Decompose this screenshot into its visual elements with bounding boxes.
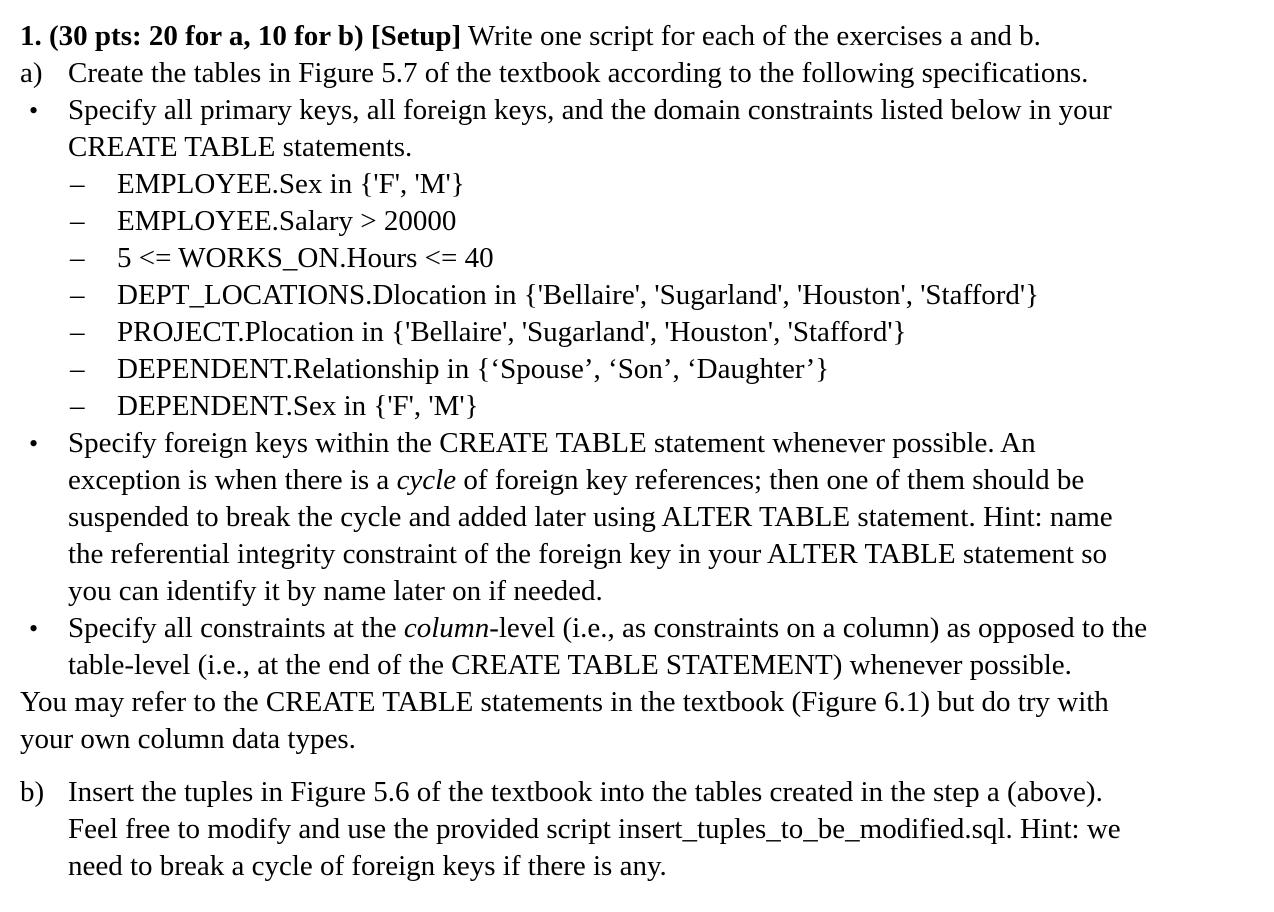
dash-icon: – bbox=[70, 353, 85, 385]
constraint-item bbox=[20, 166, 1274, 203]
constraint-text: DEPT_LOCATIONS.Dlocation in {'Bellaire', 'Sugarland', 'Houston', 'Stafford'} bbox=[117, 279, 1040, 311]
part-a-text: Create the tables in Figure 5.7 of the textbook according to the following specifications. bbox=[68, 57, 1089, 89]
part-b-intro bbox=[20, 774, 1274, 811]
question-number-points: 1. (30 pts: 20 for a, 10 for b) [Setup] bbox=[20, 20, 462, 52]
bullet-icon: • bbox=[29, 96, 39, 125]
part-a-marker: a) bbox=[20, 57, 43, 89]
constraint-item bbox=[20, 351, 1274, 388]
question-heading bbox=[20, 18, 1274, 55]
section-spacer bbox=[20, 758, 1274, 774]
part-b-marker: b) bbox=[20, 776, 45, 808]
bullet-3-line-2: table-level (i.e., at the end of the CREATE TABLE STATEMENT) whenever possible. bbox=[68, 649, 1072, 681]
bullet-1-line-1: Specify all primary keys, all foreign keys, and the domain constraints listed below in your bbox=[68, 94, 1112, 126]
dash-icon: – bbox=[70, 242, 85, 274]
constraint-text: EMPLOYEE.Sex in {'F', 'M'} bbox=[117, 168, 465, 200]
constraint-item bbox=[20, 240, 1274, 277]
bullet-3-line-1-text: Specify all constraints at the bbox=[68, 612, 404, 644]
bullet-2-line-3: suspended to break the cycle and added later using ALTER TABLE statement. Hint: name bbox=[68, 501, 1113, 533]
dash-icon: – bbox=[70, 168, 85, 200]
constraint-text: DEPENDENT.Sex in {'F', 'M'} bbox=[117, 390, 479, 422]
bullet-item-1 bbox=[20, 92, 1274, 129]
dash-icon: – bbox=[70, 390, 85, 422]
bullet-3-line-1 bbox=[20, 610, 1274, 647]
bullet-3-line-1-rest: -level (i.e., as constraints on a column) as opposed to the bbox=[489, 612, 1148, 644]
constraint-text: EMPLOYEE.Salary > 20000 bbox=[117, 205, 457, 237]
constraint-text: DEPENDENT.Relationship in {‘Spouse’, ‘Son’, ‘Daughter’} bbox=[117, 353, 830, 385]
constraint-item bbox=[20, 314, 1274, 351]
part-b-line-2: Feel free to modify and use the provided script insert_tuples_to_be_modified.sql. Hint: we bbox=[68, 813, 1121, 845]
reference-note-line-2: your own column data types. bbox=[20, 723, 356, 755]
reference-note-line-1: You may refer to the CREATE TABLE statements in the textbook (Figure 6.1) but do try with bbox=[20, 686, 1109, 718]
question-instruction: Write one script for each of the exercises a and b. bbox=[461, 20, 1041, 52]
constraint-item bbox=[20, 388, 1274, 425]
part-b-line-3: need to break a cycle of foreign keys if there is any. bbox=[68, 850, 667, 882]
bullet-icon: • bbox=[29, 614, 39, 643]
dash-icon: – bbox=[70, 279, 85, 311]
bullet-item-2 bbox=[20, 425, 1274, 462]
constraint-text: 5 <= WORKS_ON.Hours <= 40 bbox=[117, 242, 494, 274]
bullet-2-line-2-rest: of foreign key references; then one of them should be bbox=[456, 464, 1085, 496]
emphasis-column: column bbox=[403, 612, 490, 644]
constraint-item bbox=[20, 277, 1274, 314]
dash-icon: – bbox=[70, 316, 85, 348]
bullet-2-line-1: Specify foreign keys within the CREATE TABLE statement whenever possible. An bbox=[68, 427, 1036, 459]
part-b-line-1: Insert the tuples in Figure 5.6 of the textbook into the tables created in the step a (above). bbox=[68, 776, 1103, 808]
bullet-2-line-5: you can identify it by name later on if needed. bbox=[68, 575, 603, 607]
emphasis-cycle: cycle bbox=[396, 464, 457, 496]
part-a-intro bbox=[20, 55, 1274, 92]
bullet-2-line-4: the referential integrity constraint of the foreign key in your ALTER TABLE statement so bbox=[68, 538, 1108, 570]
bullet-item-3 bbox=[20, 610, 1274, 647]
bullet-1-line-2: CREATE TABLE statements. bbox=[68, 131, 413, 163]
bullet-2-line-2-text: exception is when there is a bbox=[68, 464, 397, 496]
bullet-icon: • bbox=[29, 429, 39, 458]
dash-icon: – bbox=[70, 205, 85, 237]
constraint-item bbox=[20, 203, 1274, 240]
constraint-text: PROJECT.Plocation in {'Bellaire', 'Sugarland', 'Houston', 'Stafford'} bbox=[117, 316, 907, 348]
bullet-2-line-2 bbox=[20, 462, 1274, 499]
